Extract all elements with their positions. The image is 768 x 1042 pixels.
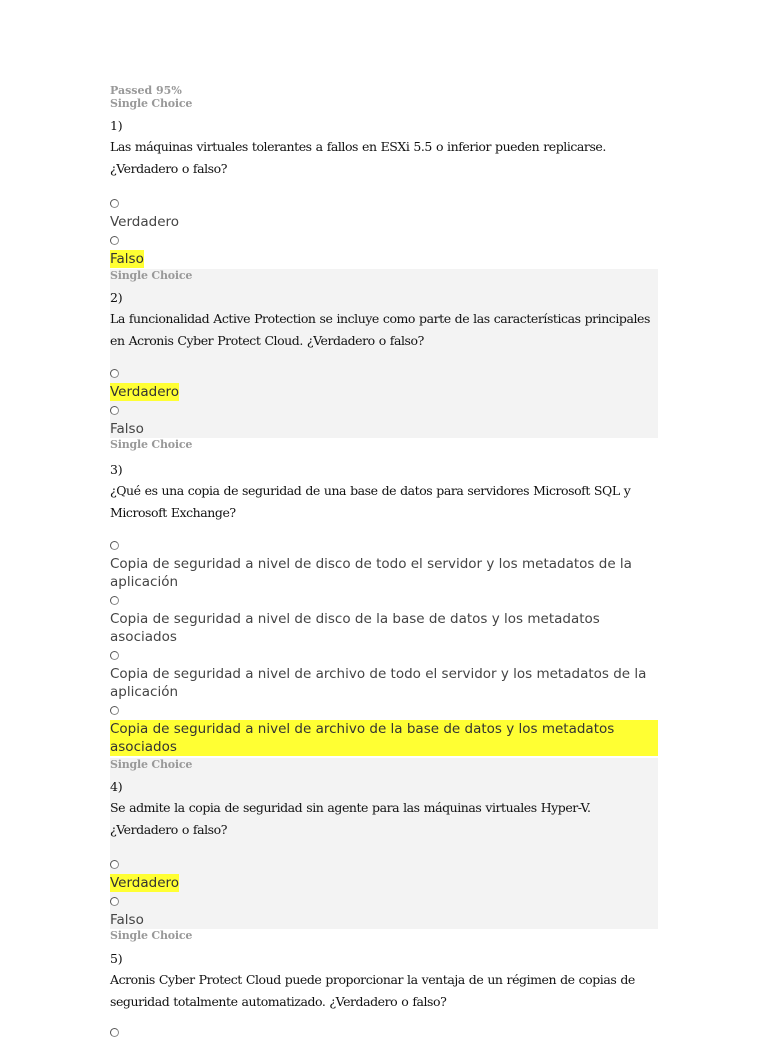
option-1 — [110, 194, 658, 231]
option-label: Falso — [110, 421, 144, 437]
question-type: Single Choice — [110, 97, 193, 110]
radio-button[interactable] — [110, 369, 119, 378]
question-3 — [110, 438, 658, 756]
radio-button[interactable] — [110, 541, 119, 550]
radio-button[interactable] — [110, 406, 119, 415]
option-2 — [110, 892, 658, 929]
question-text: Se admite la copia de seguridad sin agente para las máquinas virtuales Hyper-V. ¿Verdadero o falso? — [110, 800, 591, 837]
question-type: Single Choice — [110, 758, 193, 771]
option-2 — [110, 231, 658, 268]
option-label: Copia de seguridad a nivel de disco de todo el servidor y los metadatos de la aplicación — [110, 556, 632, 590]
option-label-correct: Copia de seguridad a nivel de archivo de la base de datos y los metadatos asociados — [110, 720, 658, 756]
option-1 — [110, 536, 658, 591]
option-label-correct: Falso — [110, 251, 144, 267]
question-text: ¿Qué es una copia de seguridad de una base de datos para servidores Microsoft SQL y Microsoft Exchange? — [110, 483, 631, 520]
option-2 — [110, 591, 658, 646]
question-type: Single Choice — [110, 269, 193, 282]
question-4 — [110, 758, 658, 929]
quiz-results — [110, 84, 658, 1042]
question-type: Single Choice — [110, 929, 193, 942]
question-number: 3) — [110, 462, 123, 477]
radio-button[interactable] — [110, 651, 119, 660]
option-3 — [110, 646, 658, 701]
option-1 — [110, 855, 658, 892]
question-text: La funcionalidad Active Protection se incluye como parte de las características principales en Acronis Cyber Protect Cloud. ¿Verdadero o falso? — [110, 311, 650, 348]
question-1 — [110, 97, 658, 268]
question-text: Acronis Cyber Protect Cloud puede proporcionar la ventaja de un régimen de copias de seguridad totalmente automatizado. ¿Verdadero o falso? — [110, 972, 635, 1009]
passed-score: Passed 95% — [110, 84, 182, 97]
radio-button[interactable] — [110, 706, 119, 715]
option-label-correct: Verdadero — [110, 384, 180, 400]
question-type: Single Choice — [110, 438, 193, 451]
question-5 — [110, 929, 658, 1042]
radio-button[interactable] — [110, 596, 119, 605]
radio-button[interactable] — [110, 236, 119, 245]
option-4 — [110, 701, 658, 756]
option-1 — [110, 364, 658, 401]
question-number: 2) — [110, 290, 123, 305]
option-label: Copia de seguridad a nivel de disco de la base de datos y los metadatos asociados — [110, 611, 600, 645]
question-number: 5) — [110, 951, 123, 966]
option-1 — [110, 1023, 658, 1042]
question-2 — [110, 269, 658, 438]
radio-button[interactable] — [110, 897, 119, 906]
option-label: Copia de seguridad a nivel de archivo de todo el servidor y los metadatos de la aplicación — [110, 666, 647, 700]
radio-button[interactable] — [110, 1028, 119, 1037]
option-2 — [110, 401, 658, 438]
radio-button[interactable] — [110, 199, 119, 208]
option-label-correct: Verdadero — [110, 875, 180, 891]
radio-button[interactable] — [110, 860, 119, 869]
question-number: 1) — [110, 118, 123, 133]
option-label: Verdadero — [110, 214, 180, 230]
option-label: Falso — [110, 912, 144, 928]
question-text: Las máquinas virtuales tolerantes a fallos en ESXi 5.5 o inferior pueden replicarse. ¿Verdadero o falso? — [110, 139, 606, 176]
question-number: 4) — [110, 779, 123, 794]
